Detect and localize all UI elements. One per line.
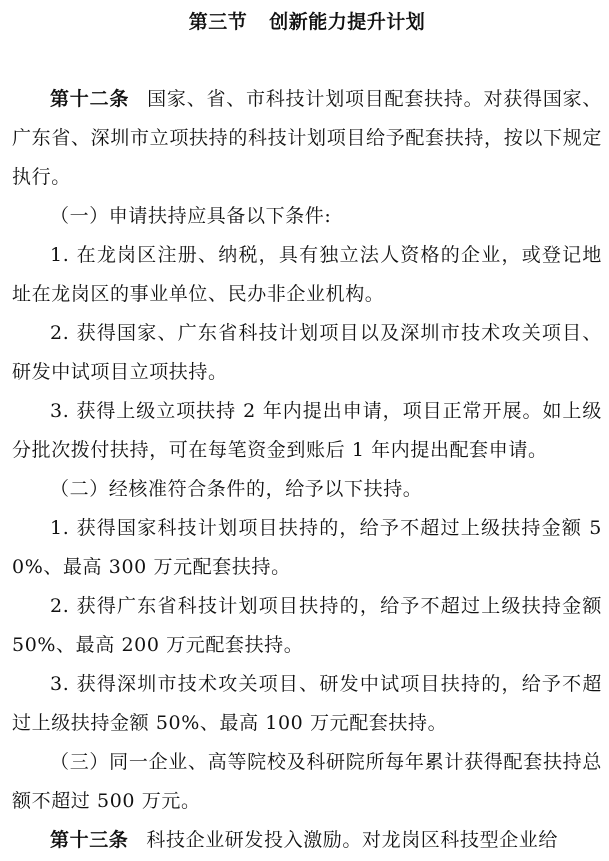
article-13	[12, 821, 602, 860]
paragraph-support-3: 3. 获得深圳市技术攻关项目、研发中试项目扶持的，给予不超过上级扶持金额 50%、最高 100 万元配套扶持。	[12, 673, 602, 734]
document-body	[12, 80, 602, 860]
paragraph-support-heading: （二）经核准符合条件的，给予以下扶持。	[50, 478, 423, 500]
paragraph-condition-1: 1. 在龙岗区注册、纳税，具有独立法人资格的企业，或登记地址在龙岗区的事业单位、民办非企业机构。	[12, 244, 602, 305]
article-12	[12, 80, 602, 197]
article-text: 国家、省、市科技计划项目配套扶持。对获得国家、广东省、深圳市立项扶持的科技计划项目给予配套扶持，按以下规定执行。	[12, 88, 602, 188]
paragraph-conditions-heading: （一）申请扶持应具备以下条件:	[50, 205, 332, 227]
article-number: 第十三条	[50, 829, 129, 851]
paragraph-support-2: 2. 获得广东省科技计划项目扶持的，给予不超过上级扶持金额 50%、最高 200 万元配套扶持。	[12, 595, 602, 656]
paragraph-cap: （三）同一企业、高等院校及科研院所每年累计获得配套扶持总额不超过 500 万元。	[12, 751, 602, 812]
article-text: 科技企业研发投入激励。对龙岗区科技型企业给	[146, 829, 559, 851]
paragraph-support-1: 1. 获得国家科技计划项目扶持的，给予不超过上级扶持金额 50%、最高 300 万元配套扶持。	[12, 517, 602, 578]
paragraph-condition-3: 3. 获得上级立项扶持 2 年内提出申请，项目正常开展。如上级分批次拨付扶持，可在每笔资金到账后 1 年内提出配套申请。	[12, 400, 602, 461]
section-heading	[12, 8, 602, 36]
section-title: 创新能力提升计划	[269, 11, 426, 33]
paragraph-condition-2: 2. 获得国家、广东省科技计划项目以及深圳市技术攻关项目、研发中试项目立项扶持。	[12, 322, 602, 383]
article-number: 第十二条	[50, 88, 130, 110]
section-label: 第三节	[188, 11, 248, 33]
